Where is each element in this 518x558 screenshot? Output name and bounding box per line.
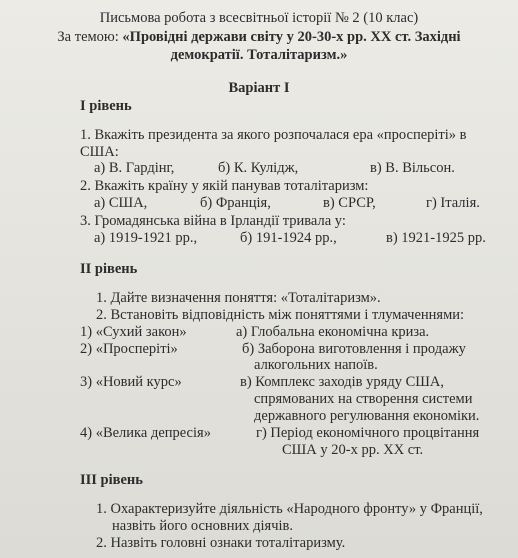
l2-def-g-line2: США у 20-х рр. ХХ ст.	[282, 442, 424, 458]
variant-heading: Варіант І	[228, 80, 290, 96]
topic-line-2: демократії. Тоталітаризм.»	[170, 47, 348, 63]
l2-def-g-line1: г) Період економічного процвітання	[256, 425, 480, 441]
document-title: Письмова робота з всесвітньої історії № 2 (10 клас)	[99, 10, 419, 26]
l1-q1-line2: США:	[80, 144, 119, 160]
l1-q3-option-c: в) 1921-1925 рр.	[386, 230, 486, 246]
l3-q1-line2: назвіть його основних діячів.	[112, 518, 294, 534]
l1-q2-option-a: а) США,	[94, 195, 148, 211]
level2-heading: ІІ рівень	[80, 261, 138, 277]
l1-q1-option-a: а) В. Гардінг,	[94, 160, 175, 176]
l2-term-4: 4) «Велика депресія»	[80, 425, 211, 441]
l2-term-1: 1) «Сухий закон»	[80, 324, 187, 340]
l1-q3-text: 3. Громадянська війна в Ірландії тривала у:	[80, 213, 346, 229]
l1-q1-option-b: б) К. Кулідж,	[218, 160, 299, 176]
l2-def-a: а) Глобальна економічна криза.	[236, 324, 430, 340]
l1-q2-option-d: г) Італія.	[426, 195, 480, 211]
l1-q1-line1: 1. Вкажіть президента за якого розпочалася ера «просперіті» в	[80, 127, 467, 143]
l2-term-2: 2) «Просперіті»	[80, 341, 178, 357]
topic-prefix: За темою:	[57, 29, 123, 45]
l2-term-3: 3) «Новий курс»	[80, 374, 182, 390]
l1-q2-option-c: в) СРСР,	[323, 195, 376, 211]
l2-def-b-line2: алкогольних напоїв.	[254, 357, 378, 373]
l1-q2-option-b: б) Франція,	[200, 195, 271, 211]
topic-line-1	[0, 29, 518, 46]
l1-q1-option-c: в) В. Вільсон.	[370, 160, 455, 176]
l3-q2: 2. Назвіть головні ознаки тоталітаризму.	[96, 535, 346, 551]
l1-q3-option-a: а) 1919-1921 рр.,	[94, 230, 198, 246]
l2-q2: 2. Встановіть відповідність між поняттями і тлумаченнями:	[96, 307, 465, 323]
topic-text-1: «Провідні держави світу у 20-30-х рр. ХХ ст. Західні	[122, 29, 461, 45]
l1-q3-option-b: б) 191-1924 рр.,	[240, 230, 337, 246]
l2-def-b-line1: б) Заборона виготовлення і продажу	[242, 341, 466, 357]
l2-q1: 1. Дайте визначення поняття: «Тоталітаризм».	[96, 290, 381, 306]
l2-def-v-line1: в) Комплекс заходів уряду США,	[240, 374, 444, 390]
l2-def-v-line3: державного регулювання економіки.	[254, 408, 480, 424]
level1-heading: І рівень	[80, 98, 132, 114]
l1-q2-text: 2. Вкажіть країну у якій панував тоталітаризм:	[80, 178, 369, 194]
level3-heading: ІІІ рівень	[80, 472, 143, 488]
l2-def-v-line2: спрямованих на створення системи	[254, 391, 473, 407]
l3-q1-line1: 1. Охарактеризуйте діяльність «Народного фронту» у Франції,	[96, 501, 483, 517]
